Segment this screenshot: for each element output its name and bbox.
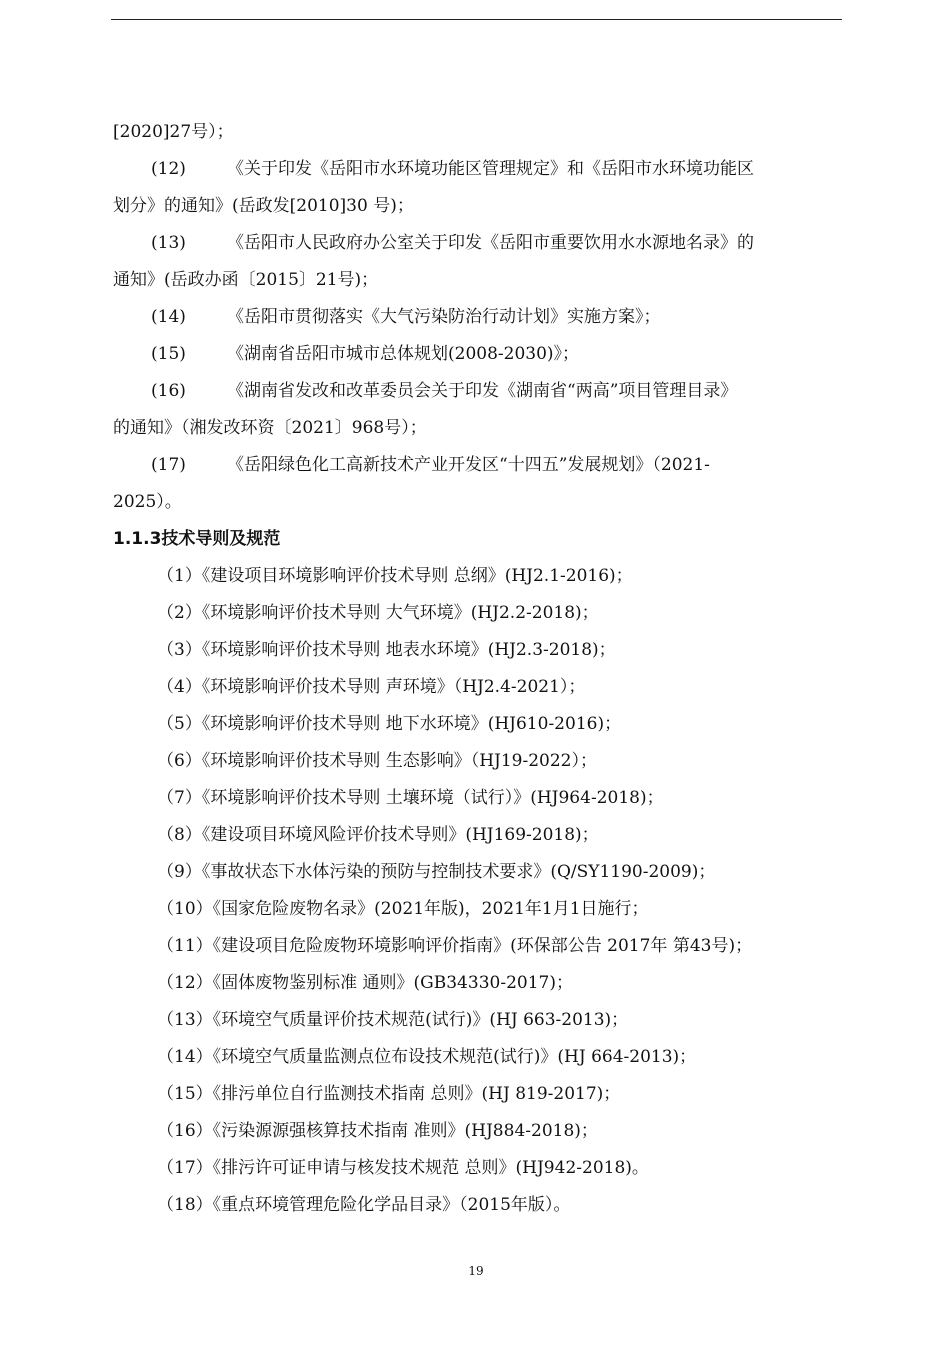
item-text-continued: 划分》的通知》(岳政发[2010]30 号)； — [113, 196, 414, 216]
document-body — [113, 114, 828, 1224]
item-text: 《湖南省岳阳市城市总体规划(2008-2030)》； — [227, 344, 580, 364]
standard-item: （14）《环境空气质量监测点位布设技术规范(试行)》(HJ 664-2013)； — [157, 1047, 697, 1067]
standard-item: （12）《固体废物鉴别标准 通则》(GB34330-2017)； — [157, 973, 573, 993]
regulation-item — [113, 447, 828, 521]
regulation-item — [113, 151, 828, 225]
standard-item: （4）《环境影响评价技术导则 声环境》（HJ2.4-2021）； — [157, 677, 586, 697]
standard-item: （10）《国家危险废物名录》(2021年版)，2021年1月1日施行； — [157, 899, 649, 919]
item-text-continued: 2025）。 — [113, 492, 182, 512]
standards-list — [113, 558, 828, 1224]
item-text: 《关于印发《岳阳市水环境功能区管理规定》和《岳阳市水环境功能区 — [227, 159, 754, 179]
item-number: (12) — [151, 159, 186, 179]
standard-item: （17）《排污许可证申请与核发技术规范 总则》(HJ942-2018)。 — [157, 1158, 649, 1178]
item-text: 《湖南省发改和改革委员会关于印发《湖南省“两高”项目管理目录》 — [227, 381, 738, 401]
standard-item: （8）《建设项目环境风险评价技术导则》(HJ169-2018)； — [157, 825, 599, 845]
item-number: (17) — [151, 455, 186, 475]
header-rule — [111, 19, 842, 20]
section-heading: 1.1.3技术导则及规范 — [113, 529, 281, 549]
standard-item: （13）《环境空气质量评价技术规范(试行)》(HJ 663-2013)； — [157, 1010, 629, 1030]
standard-item: （6）《环境影响评价技术导则 生态影响》（HJ19-2022）； — [157, 751, 597, 771]
standard-item: （3）《环境影响评价技术导则 地表水环境》(HJ2.3-2018)； — [157, 640, 616, 660]
regulation-item — [113, 373, 828, 447]
standard-item: （16）《污染源源强核算技术指南 准则》(HJ884-2018)； — [157, 1121, 598, 1141]
item-number: (16) — [151, 381, 186, 401]
standard-item: （2）《环境影响评价技术导则 大气环境》(HJ2.2-2018)； — [157, 603, 599, 623]
standard-item: （9）《事故状态下水体污染的预防与控制技术要求》(Q/SY1190-2009)； — [157, 862, 716, 882]
regulation-item — [113, 299, 828, 336]
item-text: 《岳阳市人民政府办公室关于印发《岳阳市重要饮用水水源地名录》的 — [227, 233, 754, 253]
item-number: (13) — [151, 233, 186, 253]
standard-item: （18）《重点环境管理危险化学品目录》（2015年版）。 — [157, 1195, 571, 1215]
regulation-item — [113, 336, 828, 373]
item-text-continued: 的通知》（湘发改环资〔2021〕968号）； — [113, 418, 427, 438]
item-text: 《岳阳市贯彻落实《大气污染防治行动计划》实施方案》； — [227, 307, 661, 327]
continued-line: [2020]27号）； — [113, 122, 234, 142]
item-text: 《岳阳绿色化工高新技术产业开发区“十四五”发展规划》（2021- — [227, 455, 710, 475]
item-number: (14) — [151, 307, 186, 327]
standard-item: （7）《环境影响评价技术导则 土壤环境（试行）》(HJ964-2018)； — [157, 788, 664, 808]
item-text-continued: 通知》(岳政办函〔2015〕21号)； — [113, 270, 379, 290]
standard-item: （15）《排污单位自行监测技术指南 总则》(HJ 819-2017)； — [157, 1084, 621, 1104]
page-number: 19 — [468, 1264, 484, 1278]
standard-item: （5）《环境影响评价技术导则 地下水环境》(HJ610-2016)； — [157, 714, 622, 734]
regulation-item — [113, 225, 828, 299]
item-number: (15) — [151, 344, 186, 364]
standard-item: （11）《建设项目危险废物环境影响评价指南》(环保部公告 2017年 第43号)； — [157, 936, 753, 956]
standard-item: （1）《建设项目环境影响评价技术导则 总纲》(HJ2.1-2016)； — [157, 566, 633, 586]
